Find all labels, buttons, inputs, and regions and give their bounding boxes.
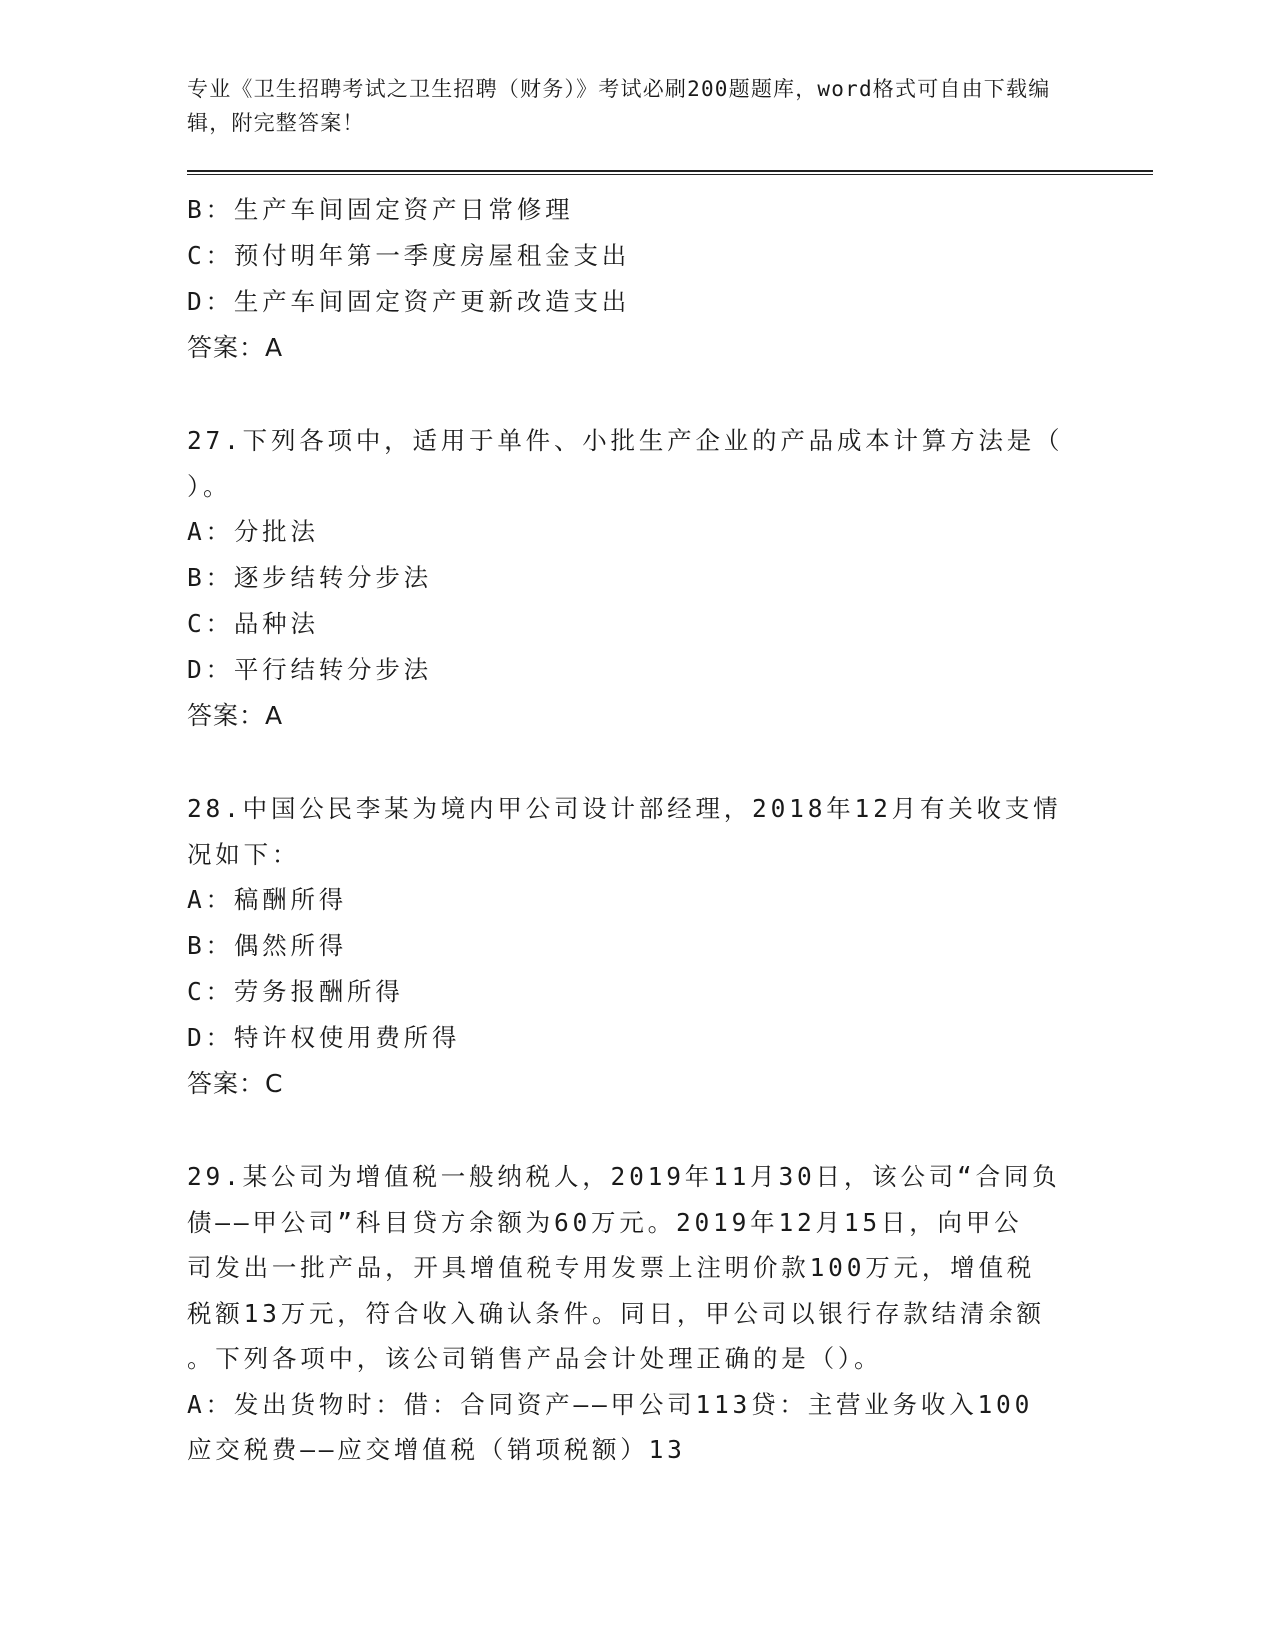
option-d: D：生产车间固定资产更新改造支出 [187, 287, 631, 316]
answer: 答案：C [187, 1069, 284, 1098]
option-a-continued: 应交税费——应交增值税（销项税额）13 [187, 1435, 686, 1464]
header-divider [187, 170, 1153, 175]
option-a: A：稿酬所得 [187, 885, 348, 914]
question-26-fragment [187, 187, 1087, 371]
question-27 [187, 418, 1087, 739]
answer: 答案：A [187, 333, 284, 362]
option-b: B：生产车间固定资产日常修理 [187, 195, 574, 224]
question-stem: ）。 [187, 471, 232, 501]
option-a: A：发出货物时：借：合同资产——甲公司113贷：主营业务收入100 [187, 1389, 1034, 1419]
question-stem: 况如下： [187, 839, 301, 869]
spacer [187, 739, 1087, 786]
option-a: A：分批法 [187, 517, 319, 546]
spacer [187, 371, 1087, 418]
option-b: B：偶然所得 [187, 931, 348, 960]
question-stem: 税额13万元，符合收入确认条件。同日，甲公司以银行存款结清余额 [187, 1298, 1045, 1328]
question-content [187, 187, 1087, 1473]
option-b: B：逐步结转分步法 [187, 563, 432, 592]
question-stem: 29.某公司为增值税一般纳税人，2019年11月30日，该公司“合同负 [187, 1162, 1061, 1191]
spacer [187, 1107, 1087, 1154]
option-c: C：品种法 [187, 609, 319, 638]
question-stem: 债——甲公司”科目贷方余额为60万元。2019年12月15日，向甲公 [187, 1207, 1023, 1237]
question-stem: 。下列各项中，该公司销售产品会计处理正确的是（）。 [187, 1344, 883, 1373]
option-c: C：劳务报酬所得 [187, 977, 404, 1006]
answer: 答案：A [187, 701, 284, 730]
question-stem: 28.中国公民李某为境内甲公司设计部经理，2018年12月有关收支情 [187, 794, 1062, 823]
option-d: D：平行结转分步法 [187, 655, 432, 684]
document-header: 专业《卫生招聘考试之卫生招聘（财务）》考试必刷200题题库，word格式可自由下载编辑，附完整答案！ [187, 77, 1051, 135]
option-d: D：特许权使用费所得 [187, 1023, 461, 1052]
question-29 [187, 1154, 1087, 1473]
question-28 [187, 786, 1087, 1107]
document-page [187, 72, 1087, 1473]
option-c: C：预付明年第一季度房屋租金支出 [187, 241, 631, 270]
question-stem: 司发出一批产品，开具增值税专用发票上注明价款100万元，增值税 [187, 1253, 1036, 1282]
question-stem: 27.下列各项中，适用于单件、小批生产企业的产品成本计算方法是（ [187, 426, 1064, 455]
